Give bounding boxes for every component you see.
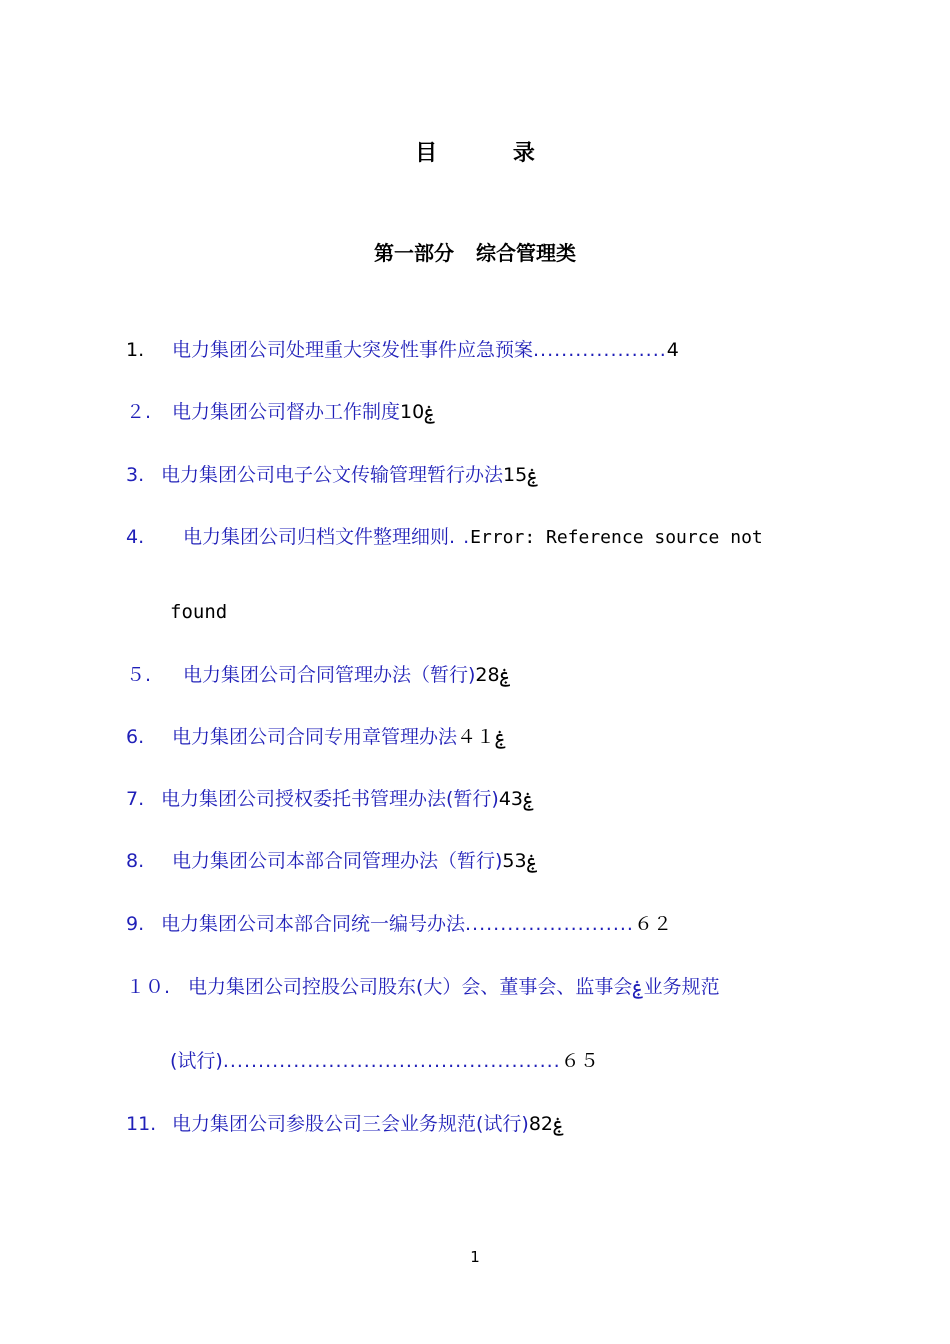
entry-link[interactable]: 电力集团公司本部合同管理办法（暂行) xyxy=(172,850,503,872)
entry-link[interactable]: 电力集团公司处理重大突发性事件应急预案 xyxy=(172,339,534,361)
entry-number: 7. xyxy=(126,788,145,810)
entry-link-cont[interactable]: (试行) xyxy=(170,1050,223,1072)
entry-link[interactable]: 电力集团公司参股公司三会业务规范(试行) xyxy=(172,1113,529,1135)
entry-dots: ................... xyxy=(533,339,667,361)
entry-page: 82ۼ xyxy=(528,1113,565,1135)
entry-number: 6. xyxy=(126,726,145,748)
entry-page: 43ۼ xyxy=(498,788,535,810)
toc-entry-6[interactable] xyxy=(126,723,828,751)
entry-link[interactable]: 电力集团公司本部合同统一编号办法 xyxy=(161,913,466,935)
entry-page: ４１ۼ xyxy=(457,726,507,748)
part-heading xyxy=(0,237,950,266)
toc-entry-10[interactable] xyxy=(126,973,828,1001)
entry-number: 4. xyxy=(126,526,145,548)
part-name: 综合管理类 xyxy=(476,241,576,265)
entry-page: 10ۼ xyxy=(400,401,436,423)
page-number: 1 xyxy=(470,1248,480,1266)
entry-number: 8. xyxy=(126,850,145,872)
entry-page: ６２ xyxy=(633,913,672,935)
entry-dots: . . xyxy=(449,526,471,548)
toc-entry-2[interactable] xyxy=(126,398,828,426)
entry-number: ５. xyxy=(126,664,152,686)
entry-dots: ........................ xyxy=(465,913,634,935)
toc-entry-11[interactable] xyxy=(126,1110,828,1138)
toc-entry-5[interactable] xyxy=(126,661,828,689)
entry-number: １０. xyxy=(126,976,171,998)
entry-page: 53ۼ xyxy=(502,850,538,872)
toc-entry-4[interactable] xyxy=(126,523,828,552)
entry-link[interactable]: 电力集团公司督办工作制度 xyxy=(172,401,401,423)
entry-page-error: Error: Reference source not xyxy=(470,527,763,548)
entry-page: 4 xyxy=(666,339,679,361)
entry-page: ６５ xyxy=(560,1050,599,1072)
entry-page: 15ۼ xyxy=(503,464,539,486)
entry-number: ２. xyxy=(126,401,152,423)
toc-entry-3[interactable] xyxy=(126,461,828,489)
toc-entry-4-continuation: found xyxy=(170,601,228,623)
toc-entry-9[interactable] xyxy=(126,910,828,938)
entry-link[interactable]: 电力集团公司合同专用章管理办法 xyxy=(172,726,458,748)
entry-number: 11. xyxy=(126,1113,157,1135)
toc-entry-8[interactable] xyxy=(126,847,828,875)
entry-link[interactable]: 电力集团公司电子公文传输管理暂行办法 xyxy=(161,464,504,486)
toc-entry-10-continuation[interactable] xyxy=(170,1047,599,1075)
toc-title: 目 录 xyxy=(415,141,569,166)
entry-link[interactable]: 电力集团公司控股公司股东(大）会、董事会、监事会ۼ业务规范 xyxy=(188,976,720,998)
entry-page: 28ۼ xyxy=(475,664,511,686)
entry-link[interactable]: 电力集团公司归档文件整理细则 xyxy=(183,526,450,548)
toc-entry-1[interactable] xyxy=(126,336,828,364)
entry-number: 9. xyxy=(126,913,145,935)
part-label: 第一部分 xyxy=(374,241,454,265)
entry-number: 1. xyxy=(126,339,145,361)
entry-number: 3. xyxy=(126,464,145,486)
entry-link[interactable]: 电力集团公司授权委托书管理办法(暂行) xyxy=(161,788,499,810)
toc-entry-7[interactable] xyxy=(126,785,828,813)
entry-link[interactable]: 电力集团公司合同管理办法（暂行) xyxy=(183,664,476,686)
entry-dots: ................................................ xyxy=(222,1050,561,1072)
